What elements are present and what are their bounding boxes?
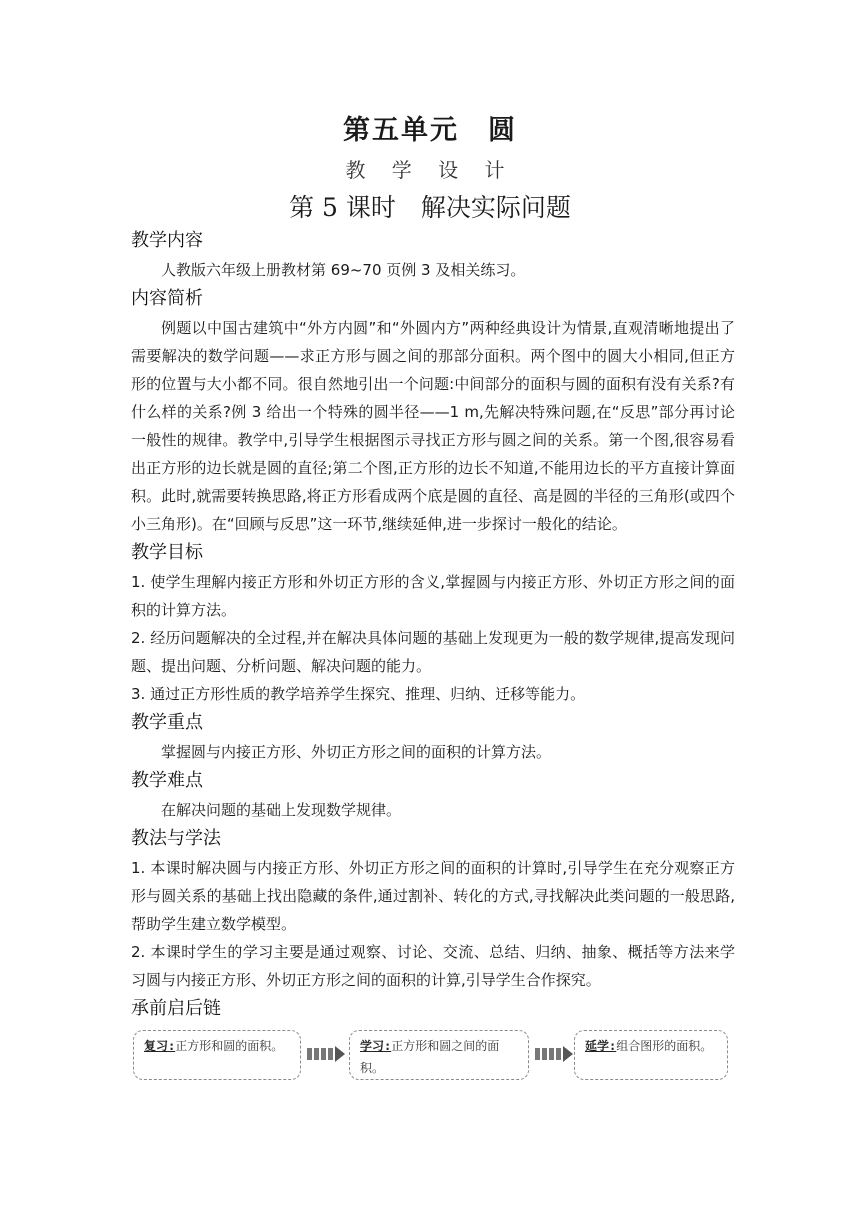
lesson-chain-diagram	[131, 1028, 735, 1092]
section-heading-content: 教学内容	[131, 230, 203, 251]
unit-title: 第五单元 圆	[343, 115, 517, 146]
section-heading-chain: 承前启后链	[131, 998, 221, 1019]
method-item: 2. 本课时学生的学习主要是通过观察、讨论、交流、总结、归纳、抽象、概括等方法来学习圆与内接正方形、外切正方形之间的面积的计算,引导学生合作探究。	[131, 943, 735, 989]
difficulties-paragraph: 在解决问题的基础上发现数学规律。	[161, 801, 402, 819]
method-item: 1. 本课时解决圆与内接正方形、外切正方形之间的面积的计算时,引导学生在充分观察正方形与圆关系的基础上找出隐藏的条件,通过割补、转化的方式,寻找解决此类问题的一般思路,帮助学生建立数学模型。	[131, 859, 735, 933]
document-body	[131, 226, 735, 1092]
section-heading-difficulties: 教学难点	[131, 770, 203, 791]
section-heading-key-points: 教学重点	[131, 712, 203, 733]
chain-arrow-icon	[307, 1046, 345, 1062]
objective-item: 2. 经历问题解决的全过程,并在解决具体问题的基础上发现更为一般的数学规律,提高发现问题、提出问题、分析问题、解决问题的能力。	[131, 629, 735, 675]
chain-extend-label: 延学:	[585, 1039, 617, 1053]
section-heading-methods: 教法与学法	[131, 828, 221, 849]
chain-review-label: 复习:	[144, 1039, 176, 1053]
lesson-title: 第 5 课时 解决实际问题	[289, 193, 571, 222]
section-heading-objectives: 教学目标	[131, 542, 203, 563]
objective-item: 3. 通过正方形性质的教学培养学生探究、推理、归纳、迁移等能力。	[131, 685, 586, 703]
chain-box-extend	[574, 1030, 728, 1080]
design-title: 教 学 设 计	[345, 158, 515, 182]
chain-learn-label: 学习:	[360, 1039, 392, 1053]
chain-extend-text: 组合图形的面积。	[616, 1039, 713, 1053]
objective-item: 1. 使学生理解内接正方形和外切正方形的含义,掌握圆与内接正方形、外切正方形之间的面积的计算方法。	[131, 573, 735, 619]
key-points-paragraph: 掌握圆与内接正方形、外切正方形之间的面积的计算方法。	[161, 743, 552, 761]
analysis-paragraph: 例题以中国古建筑中“外方内圆”和“外圆内方”两种经典设计为情景,直观清晰地提出了需要解决的数学问题——求正方形与圆之间的那部分面积。两个图中的圆大小相同,但正方形的位置与大小都不同。很自然地引出一个问题:中间部分的面积与圆的面积有没有关系?有什么样的关系?例 3 给出一个特殊的圆半径——1 m,先解决特殊问题,在“反思”部分再讨论一般性的规律。教学中,引导学生根据图示寻找正方形与圆之间的关系。第一个图,很容易看出正方形的边长就是圆的直径;第二个图,正方形的边长不知道,不能用边长的平方直接计算面积。此时,就需要转换思路,将正方形看成两个底是圆的直径、高是圆的半径的三角形(或四个小三角形)。在“回顾与反思”这一环节,继续延伸,进一步探讨一般化的结论。	[131, 319, 735, 533]
chain-arrow-icon	[535, 1046, 573, 1062]
chain-review-text: 正方形和圆的面积。	[175, 1039, 284, 1053]
section-heading-analysis: 内容简析	[131, 288, 203, 309]
chain-learn-text: 正方形和圆之间的面积。	[360, 1039, 500, 1075]
chain-box-learn	[349, 1030, 529, 1080]
content-paragraph: 人教版六年级上册教材第 69~70 页例 3 及相关练习。	[161, 261, 526, 279]
chain-box-review	[133, 1030, 301, 1080]
